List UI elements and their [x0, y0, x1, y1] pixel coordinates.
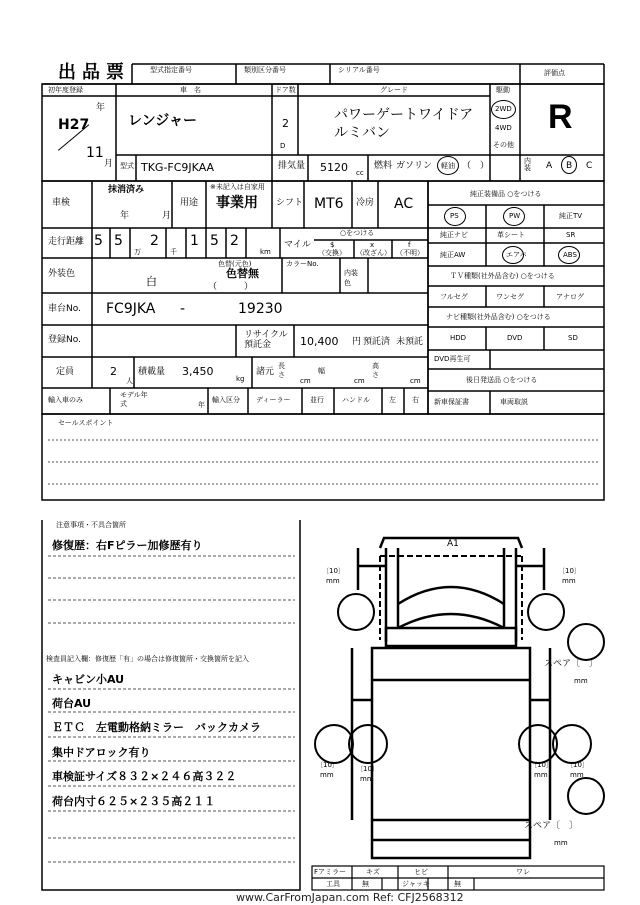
meter-f[interactable]: f [408, 241, 411, 249]
tv-one[interactable]: ワンセグ [496, 293, 524, 301]
mileage-digit-4: 1 [190, 233, 199, 249]
drive-2wd[interactable]: 2WD [495, 105, 512, 113]
doors-label: ドア数 [275, 86, 296, 94]
disp-value: 5120 [320, 161, 348, 174]
reg-label: 登録No. [48, 335, 81, 345]
meter-unknown[interactable]: （不明） [396, 249, 424, 257]
sales-label: セールスポイント [58, 419, 114, 427]
drive-2wd-circle [491, 100, 516, 119]
legend-h1: Fアミラー [314, 868, 347, 876]
equip-airbag-circle [502, 246, 527, 264]
first-reg-year: H27 [58, 117, 90, 133]
navi-sd[interactable]: SD [568, 334, 578, 342]
equip-pw[interactable]: PW [509, 212, 521, 220]
grade-value-2: ルミバン [334, 125, 390, 141]
equip-ps[interactable]: PS [450, 212, 459, 220]
unit-man: 万 [134, 248, 141, 256]
recycle-not[interactable]: 未預託 [396, 337, 424, 347]
mileage-digit-6: 2 [230, 233, 239, 249]
serial-label: シリアル番号 [338, 66, 380, 74]
equip-title: 純正装備品 ○をつける [470, 190, 542, 198]
ac-label: 冷房 [356, 198, 375, 208]
navi-title: ナビ種類(社外品含む) ○をつける [446, 313, 551, 321]
height-cm: cm [410, 377, 421, 385]
fuel-gasoline[interactable]: ガソリン [396, 161, 433, 171]
mile-label: マイル [284, 240, 311, 250]
doors-value: 2 [282, 117, 289, 130]
model-year-unit: 年 [198, 401, 205, 409]
unit-km: km [260, 248, 271, 256]
car-name-label: 車 名 [180, 86, 201, 94]
inspection-value: 抹消済み [108, 185, 145, 195]
year-unit: 年 [96, 103, 106, 113]
recycle-value: 10,400 [300, 335, 339, 348]
meter-swap[interactable]: （交換） [318, 249, 346, 257]
color-value: 白 [146, 275, 157, 288]
model-year-label: モデル年式 [120, 391, 148, 408]
tire-fl-val: 〔10〕 [322, 567, 345, 575]
meter-note: ○をつける [340, 229, 375, 237]
height-label: 高さ [372, 362, 379, 379]
drive-other[interactable]: その他 [493, 141, 514, 149]
legend-v3: ジャッキ [402, 880, 430, 888]
legend-v1: 工具 [326, 880, 340, 888]
shift-label: シフト [276, 198, 304, 208]
spare-1-mm: mm [574, 677, 588, 685]
handle-right[interactable]: 右 [412, 396, 419, 404]
spare-2-mm: mm [554, 839, 568, 847]
disp-unit: cc [356, 169, 364, 177]
later-manual[interactable]: 車両取説 [500, 398, 528, 406]
use-note: ※未記入は自家用 [210, 183, 265, 191]
diagram-a1: A1 [447, 539, 459, 549]
equip-abs[interactable]: ABS [563, 251, 577, 259]
interior-label: 内装 [524, 157, 531, 172]
tire-rl2-val: 〔10〕 [356, 765, 379, 773]
model-label: 型式 [120, 162, 134, 170]
navi-dvd[interactable]: DVD [507, 334, 523, 342]
first-reg-month: 11 [86, 145, 104, 161]
import-label: 輸入車のみ [48, 396, 83, 404]
dims-label: 諸元 [256, 367, 275, 377]
note-item-6: 荷台内寸６２５×２３５高２１１ [52, 795, 216, 808]
equip-pw-circle [503, 207, 525, 226]
notes-label: 注意事項・不具合箇所 [56, 521, 126, 529]
notes-line-1: 修復歴：右Fピラー加修歴有り [52, 539, 203, 552]
interior-c[interactable]: C [586, 161, 593, 171]
load-label: 積載量 [138, 367, 166, 377]
meter-dollar[interactable]: $ [330, 241, 335, 249]
tire-rr1-val: 〔10〕 [530, 761, 553, 769]
width-label: 幅 [318, 367, 325, 375]
note-item-4: 集中ドアロック有り [52, 746, 151, 759]
inspector-label: 検査員記入欄：修復歴「有」の場合は修復箇所・交換箇所を記入 [46, 655, 249, 663]
len-cm: cm [300, 377, 311, 385]
spare-1: スペア〔 〕 [544, 659, 599, 669]
rating-label: 評価点 [544, 69, 565, 77]
fuel-diesel[interactable]: 軽油 [441, 162, 455, 170]
use-value: 事業用 [216, 195, 258, 211]
car-name: レンジャー [128, 113, 198, 129]
disp-label: 排気量 [278, 161, 306, 171]
meter-tamper[interactable]: （改ざん） [356, 249, 391, 257]
equip-tv[interactable]: 純正TV [559, 212, 583, 220]
later-title: 後日発送品 ○をつける [466, 376, 538, 384]
page-title: 出品票 [58, 62, 130, 83]
doors-sub: D [280, 142, 286, 150]
recycle-label: リサイクル預託金 [244, 330, 288, 350]
int-color-label: 内装色 [344, 269, 358, 287]
mileage-label: 走行距離 [48, 237, 85, 247]
legend-v4: 無 [454, 880, 461, 888]
recycle-done[interactable]: 預託済 [363, 337, 391, 347]
cap-unit: 人 [126, 377, 133, 385]
month-unit: 月 [104, 159, 114, 169]
legend-h2: キズ [366, 868, 380, 876]
drive-label: 駆動 [496, 86, 510, 94]
load-unit: kg [236, 375, 245, 383]
later-warranty[interactable]: 新車保証書 [434, 398, 469, 406]
equip-navi[interactable]: 純正ナビ [440, 231, 468, 239]
tire-rr1-mm: mm [534, 771, 548, 779]
spare-2: スペア〔 〕 [524, 821, 579, 831]
legend-h3: ヒビ [414, 868, 428, 876]
chassis-value-2: 19230 [238, 301, 283, 317]
fuel-paren-open: （ [462, 161, 472, 171]
legend-h4: ワレ [516, 868, 530, 876]
equip-ps-circle [444, 207, 466, 226]
repaint-paren: （ ） [208, 282, 254, 292]
fuel-paren-close: ） [480, 161, 490, 171]
truck-diagram [352, 538, 550, 858]
fuel-diesel-circle [437, 156, 459, 175]
import-parallel[interactable]: 並行 [310, 396, 324, 404]
dvd-play[interactable]: DVD再生可 [434, 355, 471, 363]
mileage-digit-3: 2 [150, 233, 159, 249]
ac-value: AC [394, 196, 414, 212]
equip-abs-circle [558, 246, 580, 264]
chassis-label: 車台No. [48, 304, 81, 314]
model-cert-label: 型式指定番号 [150, 66, 192, 74]
navi-hdd[interactable]: HDD [450, 334, 467, 342]
tire-fr-val: 〔10〕 [558, 567, 581, 575]
color-no-label: カラーNo. [286, 260, 319, 268]
meter-x[interactable]: x [370, 241, 375, 249]
note-item-5: 車検証サイズ８３２×２４６高３２２ [52, 770, 237, 783]
repaint-label: 色替(元色) [218, 260, 252, 268]
note-item-3: ＥＴＣ 左電動格納ミラー バックカメラ [52, 721, 261, 734]
len-label: 長さ [278, 362, 285, 379]
import-type-label: 輸入区分 [212, 396, 240, 404]
note-item-1: キャビン小AU [52, 673, 125, 686]
tire-rr2-mm: mm [570, 771, 584, 779]
insp-month-unit: 月 [162, 211, 172, 221]
shift-value: MT6 [314, 196, 344, 212]
mileage-digit-2: 5 [114, 233, 123, 249]
interior-b-circle [561, 156, 577, 174]
model-value: TKG-FC9JKAA [141, 161, 215, 174]
class-no-label: 類別区分番号 [244, 66, 286, 74]
legend-v2: 無 [362, 880, 369, 888]
insp-year-unit: 年 [120, 211, 130, 221]
handle-left[interactable]: 左 [389, 396, 396, 404]
note-item-2: 荷台AU [52, 697, 92, 710]
drive-4wd[interactable]: 4WD [495, 124, 512, 132]
tv-title: ＴＶ種類(社外品含む) ○をつける [450, 272, 555, 280]
tv-analog[interactable]: アナログ [556, 293, 584, 301]
tire-fr-mm: mm [562, 577, 576, 585]
equip-leather[interactable]: 革シート [497, 231, 525, 239]
tire-rr2-val: 〔10〕 [566, 761, 589, 769]
recycle-unit: 円 [352, 337, 362, 347]
interior-b[interactable]: B [566, 161, 573, 171]
cap-label: 定員 [56, 367, 75, 377]
unit-sen: 千 [170, 248, 177, 256]
tire-rl2-mm: mm [360, 775, 374, 783]
tv-full[interactable]: フルセグ [440, 293, 468, 301]
equip-sr[interactable]: SR [566, 231, 576, 239]
mileage-digit-1: 5 [94, 233, 103, 249]
width-cm: cm [354, 377, 365, 385]
import-dealer[interactable]: ディーラー [256, 396, 291, 404]
color-label: 外装色 [48, 269, 76, 279]
inspection-label: 車検 [52, 198, 71, 208]
score-value: R [548, 98, 573, 136]
repaint-value: 色替無 [226, 267, 259, 280]
use-label: 用途 [180, 198, 199, 208]
grade-value: パワーゲートワイドア [334, 107, 474, 123]
chassis-dash: - [180, 301, 186, 317]
chassis-value-1: FC9JKA [106, 301, 156, 317]
cap-value: 2 [110, 365, 117, 378]
equip-airbag[interactable]: エアバ [506, 251, 527, 259]
tire-rl1-mm: mm [320, 771, 334, 779]
first-reg-label: 初年度登録 [48, 86, 83, 94]
handle-label: ハンドル [342, 396, 370, 404]
interior-a[interactable]: A [546, 161, 553, 171]
tire-fl-mm: mm [326, 577, 340, 585]
equip-aw[interactable]: 純正AW [440, 251, 466, 259]
footer-watermark: www.CarFromJapan.com Ref: CFJ2568312 [236, 891, 464, 904]
tire-rl1-val: 〔10〕 [316, 761, 339, 769]
load-value: 3,450 [182, 365, 214, 378]
fuel-label: 燃料 [374, 161, 393, 171]
mileage-digit-5: 5 [210, 233, 219, 249]
grade-label: グレード [380, 86, 408, 94]
